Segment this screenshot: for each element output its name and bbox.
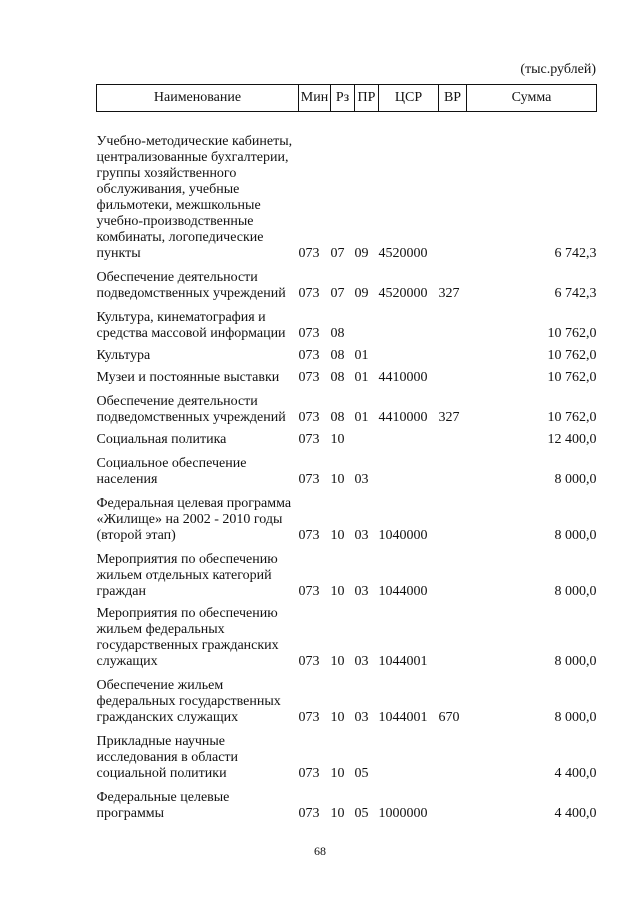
row-sum: 8 000,0 [554,653,597,669]
row-min: 073 [298,431,320,447]
row-pr: 01 [354,409,369,425]
page-number: 68 [314,844,326,858]
row-sum: 4 400,0 [554,805,597,821]
row-csr: 4410000 [378,409,428,425]
row-pr: 09 [354,245,369,261]
row-name: Культура [96,347,151,363]
col-header-rz: Рз [331,85,355,112]
col-header-pr: ПР [355,85,379,112]
row-pr: 03 [354,709,369,725]
table-row [97,364,597,386]
row-sum: 10 762,0 [547,347,597,363]
table-row [97,488,597,544]
row-sum: 12 400,0 [547,431,597,447]
row-name: Культура, кинематография и средства массовой информации [96,309,286,341]
row-vr [439,782,467,822]
row-vr [439,342,467,364]
budget-table [96,84,597,822]
col-header-name: Наименование [97,85,299,112]
row-pr: 05 [354,765,369,781]
row-name: Обеспечение деятельности подведомственных учреждений [96,393,286,425]
row-vr [439,600,467,670]
row-rz: 08 [330,325,345,341]
row-pr: 03 [354,653,369,669]
row-rz: 10 [330,709,345,725]
row-vr [439,112,467,262]
table-row [97,426,597,448]
row-min: 073 [298,765,320,781]
row-sum: 8 000,0 [554,709,597,725]
row-csr: 4520000 [378,285,428,301]
row-pr: 01 [354,369,369,385]
row-sum: 8 000,0 [554,527,597,543]
row-csr [379,302,439,342]
row-sum: 6 742,3 [554,245,597,261]
table-row [97,262,597,302]
table-header-row [97,85,597,112]
row-csr [379,342,439,364]
row-csr [379,426,439,448]
row-min: 073 [298,471,320,487]
row-rz: 10 [330,653,345,669]
row-vr: 670 [438,709,460,725]
row-pr: 05 [354,805,369,821]
row-pr: 01 [354,347,369,363]
row-name: Мероприятия по обеспечению жильем федеральных государственных гражданских служащих [96,605,279,669]
row-csr: 4410000 [378,369,428,385]
row-vr [439,488,467,544]
row-name: Учебно-методические кабинеты, централизованные бухгалтерии, группы хозяйственного обслуживания, учебные фильмотеки, межшкольные учебно-производственные комбинаты, логопедические пункты [96,133,293,261]
row-csr: 1044001 [378,709,428,725]
col-header-sum: Сумма [467,85,597,112]
row-sum: 8 000,0 [554,583,597,599]
row-min: 073 [298,245,320,261]
row-min: 073 [298,347,320,363]
row-csr [379,726,439,782]
row-rz: 10 [330,805,345,821]
table-row [97,726,597,782]
col-header-vr: ВР [439,85,467,112]
row-sum: 6 742,3 [554,285,597,301]
row-min: 073 [298,409,320,425]
row-csr: 1000000 [378,805,428,821]
row-pr: 03 [354,471,369,487]
row-rz: 10 [330,527,345,543]
row-min: 073 [298,369,320,385]
row-min: 073 [298,527,320,543]
row-sum: 8 000,0 [554,471,597,487]
table-row [97,112,597,262]
row-rz: 10 [330,431,345,447]
row-name: Прикладные научные исследования в области социальной политики [96,733,239,781]
row-name: Федеральная целевая программа «Жилище» на 2002 - 2010 годы (второй этап) [96,495,292,543]
table-row [97,342,597,364]
row-vr [439,726,467,782]
row-rz: 07 [330,245,345,261]
row-pr [355,302,379,342]
row-vr [439,302,467,342]
row-sum: 4 400,0 [554,765,597,781]
row-rz: 10 [330,471,345,487]
row-vr: 327 [438,409,460,425]
row-rz: 10 [330,765,345,781]
row-min: 073 [298,805,320,821]
row-name: Социальное обеспечение населения [96,455,247,487]
row-sum: 10 762,0 [547,325,597,341]
row-sum: 10 762,0 [547,409,597,425]
row-min: 073 [298,583,320,599]
col-header-min: Мин [299,85,331,112]
table-row [97,600,597,670]
table-row [97,302,597,342]
row-name: Обеспечение жильем федеральных государственных гражданских служащих [96,677,281,725]
row-csr [379,448,439,488]
row-min: 073 [298,285,320,301]
row-name: Социальная политика [96,431,227,447]
row-vr [439,544,467,600]
table-row [97,448,597,488]
row-csr: 1044001 [378,653,428,669]
row-vr [439,426,467,448]
row-rz: 08 [330,369,345,385]
table-row [97,670,597,726]
row-csr: 1044000 [378,583,428,599]
row-min: 073 [298,325,320,341]
row-min: 073 [298,709,320,725]
row-pr: 03 [354,527,369,543]
row-csr: 4520000 [378,245,428,261]
row-vr [439,364,467,386]
col-header-csr: ЦСР [379,85,439,112]
row-pr: 09 [354,285,369,301]
row-name: Федеральные целевые программы [96,789,230,821]
row-rz: 10 [330,583,345,599]
row-pr: 03 [354,583,369,599]
row-name: Мероприятия по обеспечению жильем отдельных категорий граждан [96,551,278,599]
row-name: Обеспечение деятельности подведомственных учреждений [96,269,286,301]
row-rz: 08 [330,409,345,425]
row-vr: 327 [438,285,460,301]
table-row [97,782,597,822]
row-pr [355,426,379,448]
table-row [97,386,597,426]
row-rz: 08 [330,347,345,363]
row-vr [439,448,467,488]
row-name: Музеи и постоянные выставки [96,369,280,385]
table-row [97,544,597,600]
row-min: 073 [298,653,320,669]
row-sum: 10 762,0 [547,369,597,385]
units-label: (тыс.рублей) [520,62,596,77]
row-csr: 1040000 [378,527,428,543]
row-rz: 07 [330,285,345,301]
